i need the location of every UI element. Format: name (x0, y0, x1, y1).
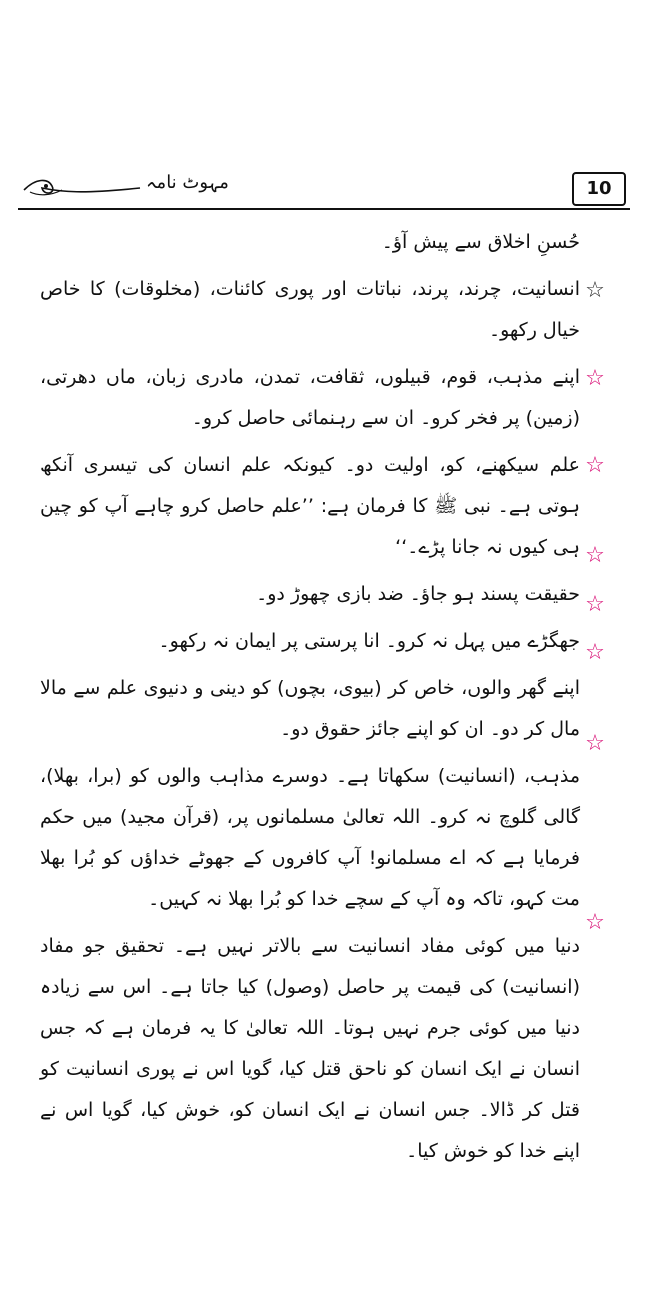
star-pink-icon: ☆ (585, 453, 605, 478)
star-outline-icon: ☆ (585, 278, 605, 303)
book-title: مہوٹ نامہ (146, 172, 229, 193)
list-item: علم سیکھنے، کو، اولیت دو۔ کیونکہ علم انسان کی تیسری آنکھ ہوتی ہے۔ نبی ﷺ کا فرمان ہے: ’’علم حاصل کرو چاہے آپ کو چین ہی کیوں نہ جانا پڑے۔‘‘ (40, 454, 580, 558)
page-body (40, 222, 580, 1178)
list-item: مذہب، (انسانیت) سکھاتا ہے۔ دوسرے مذاہب والوں کو (برا، بھلا)، گالی گلوچ نہ کرو۔ اللہ تعالیٰ مسلمانوں پر، (قرآن مجید) میں حکم فرمایا ہے کہ اے مسلمانو! آپ کافروں کے جھوٹے خداؤں کو بُرا بھلا مت کہو، تاکہ وہ آپ کے سچے خدا کو بُرا بھلا نہ کہیں۔ (40, 765, 580, 910)
intro-line: حُسنِ اخلاق سے پیش آؤ۔ (381, 231, 580, 253)
decorative-flourish-icon (22, 174, 142, 198)
star-pink-icon: ☆ (585, 640, 605, 665)
page-number: 10 (572, 172, 626, 206)
list-item: دنیا میں کوئی مفاد انسانیت سے بالاتر نہیں ہے۔ تحقیق جو مفاد (انسانیت) کی قیمت پر حاصل (وصول) کیا جاتا ہے۔ اس سے زیادہ دنیا میں کوئی جرم نہیں ہوتا۔ اللہ تعالیٰ کا یہ فرمان ہے کہ جس انسان نے ایک انسان کو ناحق قتل کیا، گویا اس نے پوری انسانیت کو قتل کر ڈالا۔ جس انسان نے ایک انسان کو، خوش کیا، گویا اس نے اپنے خدا کو خوش کیا۔ (40, 935, 580, 1162)
star-pink-icon: ☆ (585, 910, 605, 935)
star-pink-icon: ☆ (585, 592, 605, 617)
list-item: حقیقت پسند ہو جاؤ۔ ضد بازی چھوڑ دو۔ (256, 583, 580, 605)
page-header (18, 170, 630, 210)
header-divider (18, 208, 630, 210)
star-pink-icon: ☆ (585, 543, 605, 568)
list-item: انسانیت، چرند، پرند، نباتات اور پوری کائنات، (مخلوقات) کا خاص خیال رکھو۔ (40, 278, 580, 341)
star-pink-icon: ☆ (585, 366, 605, 391)
list-item: اپنے گھر والوں، خاص کر (بیوی، بچوں) کو دینی و دنیوی علم سے مالا مال کر دو۔ ان کو اپنے جائز حقوق دو۔ (40, 677, 580, 740)
list-item: اپنے مذہب، قوم، قبیلوں، ثقافت، تمدن، مادری زبان، ماں دھرتی، (زمین) پر فخر کرو۔ ان سے رہنمائی حاصل کرو۔ (40, 366, 580, 429)
star-pink-icon: ☆ (585, 731, 605, 756)
list-item: جھگڑے میں پہل نہ کرو۔ انا پرستی پر ایمان نہ رکھو۔ (158, 630, 580, 652)
